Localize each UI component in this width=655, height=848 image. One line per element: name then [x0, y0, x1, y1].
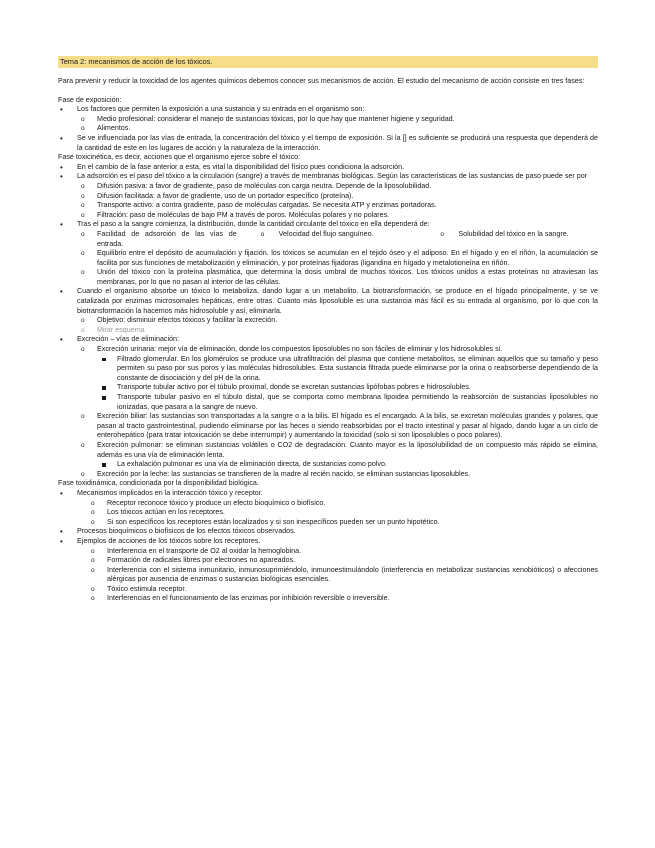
list-item: o Excreción pulmonar: se eliminan sustancias volátiles o CO2 de degradación. Cuanto mayor es la liposolubilidad de un compuesto más rápido se elimina, además es una vía de eliminación lenta. La exhalación pulmonar es una vía de eliminación directa, de sustancias como polvo. — [77, 441, 598, 470]
list-item: o Mirar esquema — [77, 326, 598, 336]
list-item: o Interferencia con el sistema inmunitario, inmunosuprimiéndolo, inmunoestimulándolo (interferencia en metabolizar sustancias xenobióticos) o afecciones alérgicas por ausencia de enzimas o sustancias biológicas esenciales. — [87, 566, 598, 585]
list-item: o Medio profesional: considerar el manejo de sustancias tóxicas, por lo que hay que mantener higiene y seguridad. — [77, 115, 598, 125]
list-item: Transporte tubular activo por el túbulo proximal, donde se excretan sustancias lipófobas pobres e hidrosolubles. — [97, 383, 598, 393]
list-item: o Transporte activo: a contra gradiente, paso de moléculas cargadas. Se necesita ATP y enzimas portadoras. — [77, 201, 598, 211]
list-item: Transporte tubular pasivo en el túbulo distal, que se comporta como membrana lipoidea permitiendo la reabsorción de sustancias liposolubles no ionizadas, que pasara a la sangre de nuevo. — [97, 393, 598, 412]
section-heading-toxicocinetica: Fase toxicinética, es decir, acciones que el organismo ejerce sobre el tóxico: — [58, 153, 301, 162]
list-item: o Los tóxicos actúan en los receptores. — [87, 508, 598, 518]
list-item: o Equilibrio entre el depósito de acumulación y fijación. los tóxicos se acumulan en el tejido óseo y el adiposo. En el hígado y en el riñón, la acumulación se facilita por sus funciones de metabolización y eliminación, y por proteínas fijadoras (ligandina en hígado y metalotioneína en riñón. — [77, 249, 598, 268]
list-item: • Mecanismos implicados en la interacción tóxico y receptor. o Receptor reconoce tóxico y produce un efecto bioquímico o biofísico. o Los tóxicos actúan en los receptores. o Si son específicos los receptores están localizados y si son inespecíficos pueden ser un punto hipotético. — [58, 489, 598, 527]
list-item: o Interferencia en el transporte de O2 al oxidar la hemoglobina. — [87, 547, 598, 557]
list-item: o Excreción por la leche: las sustancias se transfieren de la madre al recién nacido, se eliminan sustancias liposolubles. — [77, 470, 598, 480]
list-item: La exhalación pulmonar es una vía de eliminación directa, de sustancias como polvo. — [97, 460, 598, 470]
list-item: o Difusión facilitada: a favor de gradiente, uso de un portador específico (proteína). — [77, 192, 598, 202]
list-item: o Difusión pasiva: a favor de gradiente, paso de moléculas con carga neutra. Depende de la liposolubilidad. — [77, 182, 598, 192]
document-title: Tema 2: mecanismos de acción de los tóxicos. — [58, 56, 598, 68]
list-item: o Unión del tóxico con la proteína plasmática, que determina la dosis umbral de muchos tóxicos. Los tóxicos unidos a estas proteínas no atraviesan las membranas, por lo que no pasan al interior de las células. — [77, 268, 598, 287]
column-bullet: o — [440, 230, 444, 238]
list-item: o Excreción urinaria: mejor vía de eliminación, donde los compuestos liposolubles no son fáciles de eliminar y los hidrosolubles sí. Filtrado glomerular. En los glomérulos se produce una ultrafiltración del plasma que contiene metabolitos, se eliminan aquellos que su tamaño y peso permiten su paso por sus poros y las moléculas hidrosolubles. Esta sustancia filtrada puede eliminarse por la orina o reabsorberse dependiendo de la constante de disociación y del pH de la orina. Transporte tubular activo por el túbulo proximal, donde se excretan sustancias lipófobas pobres e hidrosolubles. Transporte tubular pasivo en el túbulo distal, que se comporta como membrana lipoidea permitiendo la reabsorción de sustancias liposolubles no ionizadas, que pasara a la sangre de nuevo. — [77, 345, 598, 412]
list-item: Filtrado glomerular. En los glomérulos se produce una ultrafiltración del plasma que contiene metabolitos, se eliminan aquellos que su tamaño y peso permiten su paso por sus poros y las moléculas hidrosolubles. Esta sustancia filtrada puede eliminarse por la orina o reabsorberse dependiendo de la constante de disociación y del pH de la orina. — [97, 355, 598, 384]
intro-paragraph: Para prevenir y reducir la toxicidad de los agentes químicos debemos conocer sus mecanismos de acción. El estudio del mecanismo de acción consiste en tres fases: — [58, 77, 585, 85]
list-item: o Interferencias en el funcionamiento de las enzimas por inhibición reversible o irreversible. — [87, 594, 598, 604]
column-text: Solubilidad del tóxico en la sangre. o — [440, 229, 569, 238]
list-item: • Cuando el organismo absorbe un tóxico lo metaboliza, dando lugar a un metabolito. La biotransformación, se produce en el hígado principalmente, y se ve catalizada por enzimas microsomales hepáticas, entre otras. Cuanto más liposoluble es una sustancia más fácil es su entrada al organismo, por lo que con la biotransformación la hacemos más hidrosoluble y así, eliminarla. o Objetivo: disminuir efectos tóxicos y facilitar la excreción. o Mirar esquema — [58, 287, 598, 335]
list-item: o Tóxico estimula receptor. — [87, 585, 598, 595]
list-item: o Excreción biliar: las sustancias son transportadas a la sangre o a la bilis. El hígado es el encargado. A la bilis, se excretan moléculas grandes y polares, que pasan al tracto gastrointestinal, pudiendo eliminarse por las heces o siendo reabsorbidas por el tracto intestinal y pasar al hígado, dando lugar a un ciclo de enterohepático (para tratar intoxicación se debe interrumpir) y aumentando la toxicidad (solo si son liposolubles o poco polares). — [77, 412, 598, 441]
list-item: • Procesos bioquímicos o biofísicos de los efectos tóxicos observados. — [58, 527, 598, 537]
list-item: • La adsorción es el paso del tóxico a la circulación (sangre) a través de membranas biológicas. Según las características de las sustancias de paso puede ser por o Difusión pasiva: a favor de gradiente, paso de moléculas con carga neutra. Depende de la liposolubilidad. o Difusión facilitada: a favor de gradiente, uso de un portador específico (proteína). o Transporte activo: a contra gradiente, paso de moléculas cargadas. Se necesita ATP y enzimas portadoras. o Filtración: paso de moléculas de bajo PM a través de poros. Moléculas polares y no polares. — [58, 172, 598, 220]
section-heading-exposicion: Fase de exposición: — [58, 95, 122, 104]
list-item: o Filtración: paso de moléculas de bajo PM a través de poros. Moléculas polares y no polares. — [77, 211, 598, 221]
list-item: • Excreción – vías de eliminación: o Excreción urinaria: mejor vía de eliminación, donde los compuestos liposolubles no son fáciles de eliminar y los hidrosolubles sí. Filtrado glomerular. En los glomérulos se produce una ultrafiltración del plasma que contiene metabolitos, se eliminan aquellos que su tamaño y peso permiten su paso por sus poros y las moléculas hidrosolubles. Esta sustancia filtrada puede eliminarse por la orina o reabsorberse dependiendo de la constante de disociación y del pH de la orina. Transporte tubular activo por el túbulo proximal, donde se excretan sustancias lipófobas pobres e hidrosolubles. Transporte tubular pasivo en el túbulo distal, que se comporta como membrana lipoidea permitiendo la reabsorción de sustancias liposolubles no ionizadas, que pasara a la sangre de nuevo. o Excreción biliar: las sustancias son transportadas a la sangre o a la bilis. El hígado es el encargado. A la bilis, se excretan moléculas grandes y polares, que pasan al tracto gastrointestinal, pudiendo eliminarse por las heces o siendo reabsorbidas por el tracto intestinal y pasar al hígado, dando lugar a un ciclo de enterohepático (para tratar intoxicación se debe interrumpir) y aumentando la toxicidad (solo si son liposolubles o poco polares). o Excreción pulmonar: se eliminan sustancias volátiles o CO2 de degradación. Cuanto mayor es la liposolubilidad de un compuesto más rápido se elimina, además es una vía de eliminación lenta. La exhalación pulmonar es una vía de eliminación directa, de sustancias como polvo. o Excreción por la leche: las sustancias se transfieren de la madre al recién nacido, se eliminan sustancias liposolubles. — [58, 335, 598, 479]
list-item: o Formación de radicales libres por electrones no apareados. — [87, 556, 598, 566]
list-item: o Alimentos. — [77, 124, 598, 134]
list-item: • Tras el paso a la sangre comienza, la distribución, donde la cantidad circulante del tóxico en ella dependerá de: o Facilidad de adsorción de las vías de entrada. Velocidad del flujo sanguíneo. o Solubilidad del tóxico en la sangre. o o Equilibrio entre el depósito de acumulación y fijación. los tóxicos se acumulan en el tejido óseo y el adiposo. En el hígado y en el riñón, la acumulación se facilita por sus funciones de metabolización y eliminación, y por proteínas fijadoras (ligandina en hígado y metalotioneína en riñón. o Unión del tóxico con la proteína plasmática, que determina la dosis umbral de muchos tóxicos. Los tóxicos unidos a estas proteínas no atraviesan las membranas, por lo que no pasan al interior de las células. — [58, 220, 598, 287]
list-item: • Los factores que permiten la exposición a una sustancia y su entrada en el organismo son: o Medio profesional: considerar el manejo de sustancias tóxicas, por lo que hay que mantener higiene y seguridad. o Alimentos. — [58, 105, 598, 134]
list-item: o Objetivo: disminuir efectos tóxicos y facilitar la excreción. — [77, 316, 598, 326]
list-item — [77, 230, 598, 249]
exposicion-list — [58, 105, 598, 153]
list-item: • Se ve influenciada por las vías de entrada, la concentración del tóxico y el tiempo de exposición. Si la [] es suficiente se producirá una respuesta que dependerá de la cantidad de este en los lugares de acción y la naturaleza de la interacción. — [58, 134, 598, 153]
list-item: o Si son específicos los receptores están localizados y si son inespecíficos pueden ser un punto hipotético. — [87, 518, 598, 528]
section-heading-toxicodinamica: Fase toxidinámica, condicionada por la disponibilidad biológica. — [58, 479, 259, 488]
column-text: Velocidad del flujo sanguíneo. o — [260, 229, 374, 238]
list-item: o Receptor reconoce tóxico y produce un efecto bioquímico o biofísico. — [87, 499, 598, 509]
list-item: • Ejemplos de acciones de los tóxicos sobre los receptores. o Interferencia en el transporte de O2 al oxidar la hemoglobina. o Formación de radicales libres por electrones no apareados. o Interferencia con el sistema inmunitario, inmunosuprimiéndolo, inmunoestimulándolo (interferencia en metabolizar sustancias xenobióticos) o afecciones alérgicas por ausencia de enzimas o sustancias biológicas esenciales. o Tóxico estimula receptor. o Interferencias en el funcionamiento de las enzimas por inhibición reversible o irreversible. — [58, 537, 598, 604]
list-item: • En el cambio de la fase anterior a esta, es vital la disponibilidad del físico pues condiciona la adsorción. — [58, 163, 598, 173]
column-text: o Facilidad de adsorción de las vías de entrada. — [97, 229, 237, 248]
document-page — [58, 56, 598, 604]
toxicodinamica-list — [58, 489, 598, 604]
column-bullet: o — [260, 230, 265, 238]
toxicocinetica-list — [58, 163, 598, 480]
